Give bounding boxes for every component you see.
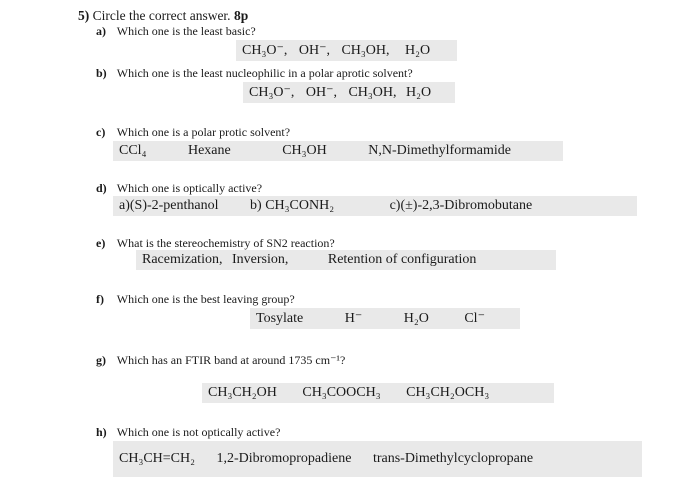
title-text: Circle the correct answer. bbox=[92, 8, 231, 23]
question-label: f) bbox=[96, 292, 104, 306]
options-d bbox=[113, 196, 637, 216]
question-label: a) bbox=[96, 24, 106, 38]
question-c bbox=[96, 125, 290, 140]
points-label: 8p bbox=[233, 8, 249, 23]
option[interactable]: CH₃CH₂OH bbox=[208, 385, 277, 400]
options-b bbox=[243, 82, 455, 103]
option[interactable]: H⁻ bbox=[344, 311, 363, 326]
option[interactable]: Inversion, bbox=[231, 252, 289, 267]
question-number: 5) bbox=[78, 8, 90, 23]
options-h bbox=[113, 441, 642, 477]
question-a bbox=[96, 24, 256, 39]
option[interactable]: CH₃CH₂OCH₃ bbox=[406, 385, 490, 400]
option[interactable]: Hexane bbox=[187, 143, 231, 158]
question-text: Which one is the least basic? bbox=[116, 24, 256, 38]
option[interactable]: CH₃O⁻, bbox=[249, 85, 295, 100]
question-text: Which one is the best leaving group? bbox=[116, 292, 295, 306]
option[interactable]: Retention of configuration bbox=[327, 252, 477, 267]
question-h bbox=[96, 425, 280, 440]
question-label: e) bbox=[96, 236, 106, 250]
question-text: What is the stereochemistry of SN2 reaction? bbox=[116, 236, 335, 250]
question-f bbox=[96, 292, 295, 307]
options-g bbox=[202, 383, 554, 403]
option[interactable]: Racemization, bbox=[142, 252, 223, 267]
option[interactable]: c)(±)-2,3-Dibromobutane bbox=[389, 198, 533, 213]
question-text: Which has an FTIR band at around 1735 cm⁻¹? bbox=[116, 353, 346, 367]
question-text: Which one is optically active? bbox=[116, 181, 263, 195]
option[interactable]: CH₃OH, bbox=[348, 85, 397, 100]
option[interactable]: 1,2-Dibromopropadiene bbox=[216, 451, 352, 466]
question-label: c) bbox=[96, 125, 106, 139]
question-text: Which one is a polar protic solvent? bbox=[116, 125, 291, 139]
option[interactable]: H₂O bbox=[405, 43, 431, 58]
question-label: d) bbox=[96, 181, 107, 195]
option[interactable]: OH⁻, bbox=[298, 43, 330, 58]
option[interactable]: OH⁻, bbox=[305, 85, 337, 100]
question-label: g) bbox=[96, 353, 106, 367]
options-c bbox=[113, 141, 563, 161]
question-label: h) bbox=[96, 425, 107, 439]
options-e bbox=[136, 250, 556, 270]
option[interactable]: CH₃O⁻, bbox=[242, 43, 288, 58]
question-text: Which one is the least nucleophilic in a polar aprotic solvent? bbox=[116, 66, 413, 80]
option[interactable]: N,N-Dimethylformamide bbox=[368, 143, 511, 158]
option[interactable]: trans-Dimethylcyclopropane bbox=[372, 451, 534, 466]
question-title bbox=[78, 8, 248, 24]
option[interactable]: a)(S)-2-penthanol bbox=[119, 198, 219, 213]
question-label: b) bbox=[96, 66, 107, 80]
option[interactable]: CCl₄ bbox=[119, 143, 147, 158]
question-e bbox=[96, 236, 335, 251]
question-d bbox=[96, 181, 262, 196]
question-g bbox=[96, 353, 345, 368]
question-text: Which one is not optically active? bbox=[116, 425, 281, 439]
option[interactable]: b) CH₃CONH₂ bbox=[250, 198, 335, 213]
options-a bbox=[236, 40, 457, 61]
option[interactable]: Tosylate bbox=[256, 311, 304, 326]
option[interactable]: H₂O bbox=[406, 85, 432, 100]
option[interactable]: CH₃OH bbox=[282, 143, 327, 158]
option[interactable]: CH₃COOCH₃ bbox=[302, 385, 381, 400]
option[interactable]: CH₃OH, bbox=[341, 43, 390, 58]
option[interactable]: Cl⁻ bbox=[464, 311, 485, 326]
option[interactable]: H₂O bbox=[403, 311, 429, 326]
option[interactable]: CH₃CH=CH₂ bbox=[119, 451, 196, 466]
options-f bbox=[250, 308, 520, 329]
question-b bbox=[96, 66, 413, 81]
